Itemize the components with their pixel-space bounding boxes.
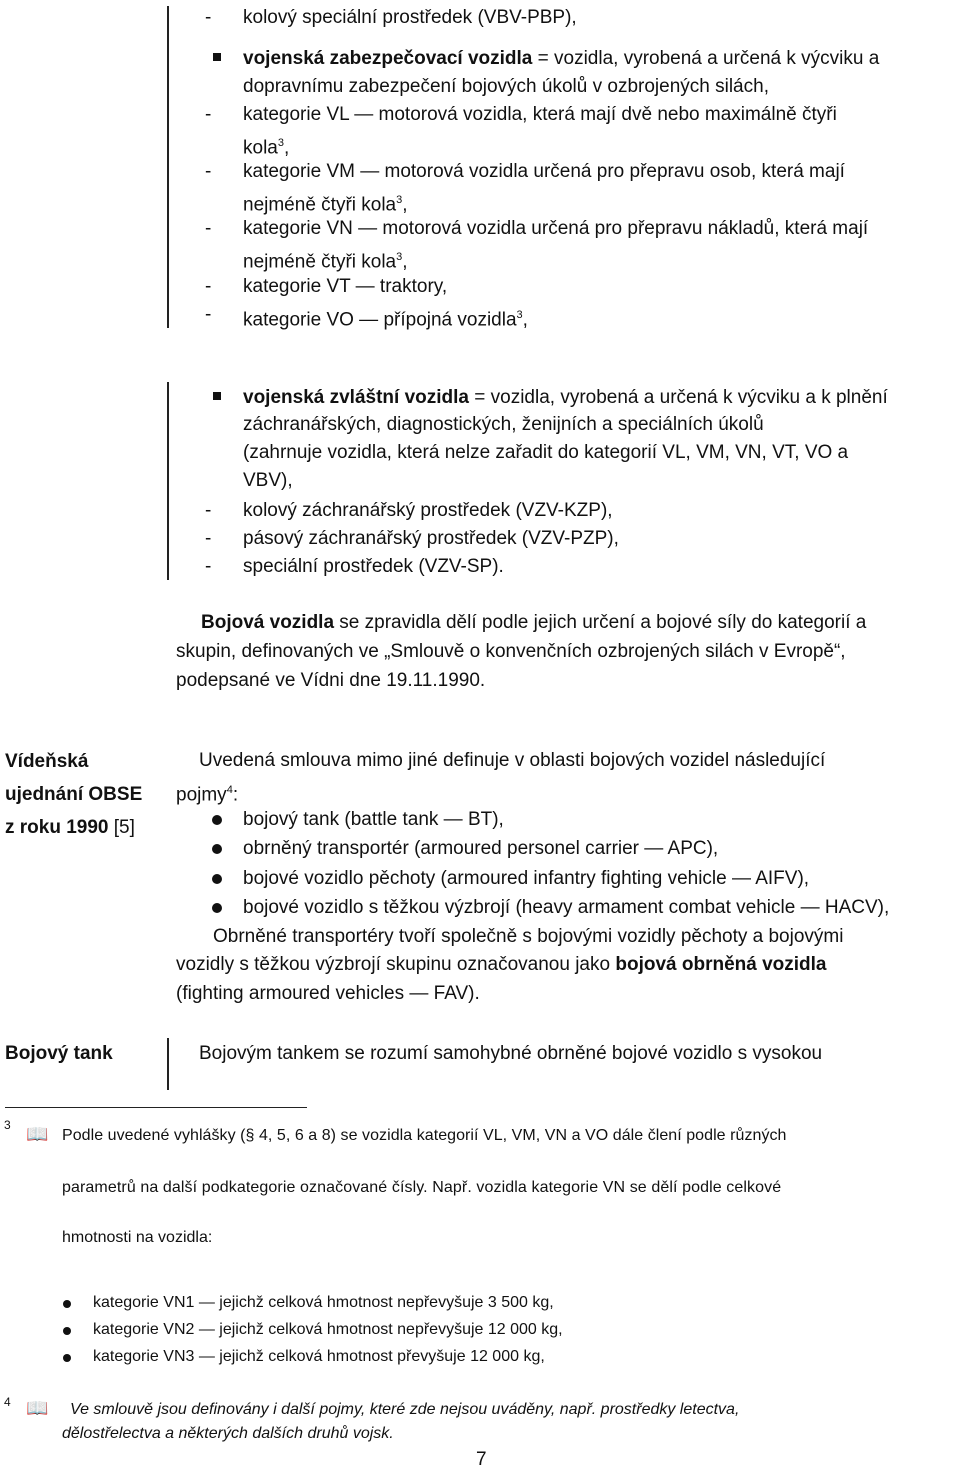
- dash: -: [205, 276, 212, 297]
- footnote-line: dělostřelectva a některých dalších druhů vojsk.: [62, 1425, 394, 1442]
- square-bullet-icon: [213, 53, 221, 61]
- dash: -: [205, 161, 212, 182]
- list-item: kolový záchranářský prostředek (VZV-KZP),: [243, 500, 613, 521]
- footnote-number: 3: [4, 1118, 11, 1132]
- list-item: kategorie VO — přípojná vozidla$^3$,: [243, 309, 528, 331]
- footnote-line: hmotnosti na vozidla:: [62, 1229, 213, 1246]
- list-item: pásový záchranářský prostředek (VZV-PZP),: [243, 528, 619, 549]
- footnote-line: parametrů na další podkategorie označované čísly. Např. vozidla kategorie VN se dělí podle celkové: [62, 1179, 782, 1196]
- bullet-dot-icon: [63, 1354, 71, 1362]
- margin-note: ujednání OBSE: [5, 784, 143, 805]
- list-item-cont: kola$^3$,: [243, 137, 290, 159]
- footnote-line: Ve smlouvě jsou definovány i další pojmy, které zde nejsou uváděny, např. prostředky letectva,: [70, 1401, 740, 1418]
- bullet-dot-icon: [212, 874, 222, 884]
- list-item-cont: nejméně čtyři kola$^3$,: [243, 251, 408, 273]
- footnote-separator: [5, 1107, 307, 1108]
- dash: -: [205, 304, 212, 325]
- paragraph-line: Uvedená smlouva mimo jiné definuje v oblasti bojových vozidel následující: [199, 750, 826, 771]
- bullet-dot-icon: [212, 844, 222, 854]
- footnote-line: Podle uvedené vyhlášky (§ 4, 5, 6 a 8) se vozidla kategorií VL, VM, VN a VO dále člení podle různých: [62, 1127, 787, 1144]
- dash: -: [205, 500, 212, 521]
- text-line: záchranářských, diagnostických, ženijních a speciálních úkolů: [243, 414, 764, 435]
- heading-bold: vojenská zabezpečovací vozidla: [243, 48, 533, 69]
- margin-bar-2: [167, 382, 169, 580]
- list-item: kategorie VN — motorová vozidla určená pro přepravu nákladů, která mají: [243, 218, 869, 239]
- square-bullet-icon: [213, 392, 221, 400]
- list-item: speciální prostředek (VZV-SP).: [243, 556, 504, 577]
- margin-note: Vídeňská: [5, 751, 89, 772]
- dash: -: [205, 528, 212, 549]
- page-number: 7: [476, 1449, 487, 1470]
- paragraph-line: podepsané ve Vídni dne 19.11.1990.: [176, 670, 486, 691]
- dash: -: [205, 7, 212, 28]
- paragraph-line: skupin, definovaných ve „Smlouvě o konvenčních ozbrojených silách v Evropě“,: [176, 641, 846, 662]
- footnote-number: 4: [4, 1395, 11, 1409]
- bullet-dot-icon: [212, 815, 222, 825]
- footnote-list-item: kategorie VN3 — jejichž celková hmotnost převyšuje 12 000 kg,: [93, 1348, 545, 1365]
- footnote-list-item: kategorie VN1 — jejichž celková hmotnost nepřevyšuje 3 500 kg,: [93, 1294, 554, 1311]
- dash: -: [205, 218, 212, 239]
- section-heading: [243, 385, 888, 411]
- bullet-dot-icon: [63, 1327, 71, 1335]
- text-line: dopravnímu zabezpečení bojových úkolů v ozbrojených silách,: [243, 76, 769, 97]
- heading-bold: vojenská zvláštní vozidla: [243, 387, 469, 408]
- book-icon: 📖: [26, 1124, 49, 1144]
- paragraph-line: vozidly s těžkou výzbrojí skupinu označovanou jako bojová obrněná vozidla: [176, 954, 827, 975]
- book-icon: 📖: [26, 1398, 49, 1418]
- list-item: kolový speciální prostředek (VBV-PBP),: [243, 7, 577, 28]
- paragraph-line: Bojovým tankem se rozumí samohybné obrněné bojové vozidlo s vysokou: [199, 1043, 823, 1064]
- margin-bar-1: [167, 6, 169, 328]
- heading-text: = vozidla, vyrobená a určená k výcviku a k plnění: [468, 387, 888, 408]
- paragraph-line: (fighting armoured vehicles — FAV).: [176, 983, 480, 1004]
- text-line: (zahrnuje vozidla, která nelze zařadit do kategorií VL, VM, VN, VT, VO a: [243, 442, 849, 463]
- margin-note: z roku 1990 [5]: [5, 817, 135, 838]
- paragraph-line: pojmy$^4$:: [176, 784, 239, 806]
- paragraph-line: Bojová vozidla se zpravidla dělí podle jejich určení a bojové síly do kategorií a: [201, 612, 867, 633]
- margin-note-tank: Bojový tank: [5, 1043, 113, 1064]
- dash: -: [205, 556, 212, 577]
- bullet-item: bojové vozidlo pěchoty (armoured infantry fighting vehicle — AIFV),: [243, 868, 810, 889]
- list-item-cont: nejméně čtyři kola$^3$,: [243, 194, 408, 216]
- bullet-item: bojové vozidlo s těžkou výzbrojí (heavy armament combat vehicle — HACV),: [243, 897, 890, 918]
- paragraph-line: Obrněné transportéry tvoří společně s bojovými vozidly pěchoty a bojovými: [213, 926, 844, 947]
- bullet-item: obrněný transportér (armoured personel carrier — APC),: [243, 838, 719, 859]
- dash: -: [205, 104, 212, 125]
- list-item: kategorie VL — motorová vozidla, která mají dvě nebo maximálně čtyři: [243, 104, 837, 125]
- list-item: kategorie VM — motorová vozidla určená pro přepravu osob, která mají: [243, 161, 845, 182]
- heading-text: = vozidla, vyrobená a určená k výcviku a: [532, 48, 880, 69]
- bullet-dot-icon: [63, 1300, 71, 1308]
- text-line: VBV),: [243, 470, 293, 491]
- section-heading: [243, 46, 879, 72]
- bullet-item: bojový tank (battle tank — BT),: [243, 809, 504, 830]
- list-item: kategorie VT — traktory,: [243, 276, 448, 297]
- footnote-list-item: kategorie VN2 — jejichž celková hmotnost nepřevyšuje 12 000 kg,: [93, 1321, 563, 1338]
- margin-bar-3: [167, 1038, 169, 1090]
- bullet-dot-icon: [212, 903, 222, 913]
